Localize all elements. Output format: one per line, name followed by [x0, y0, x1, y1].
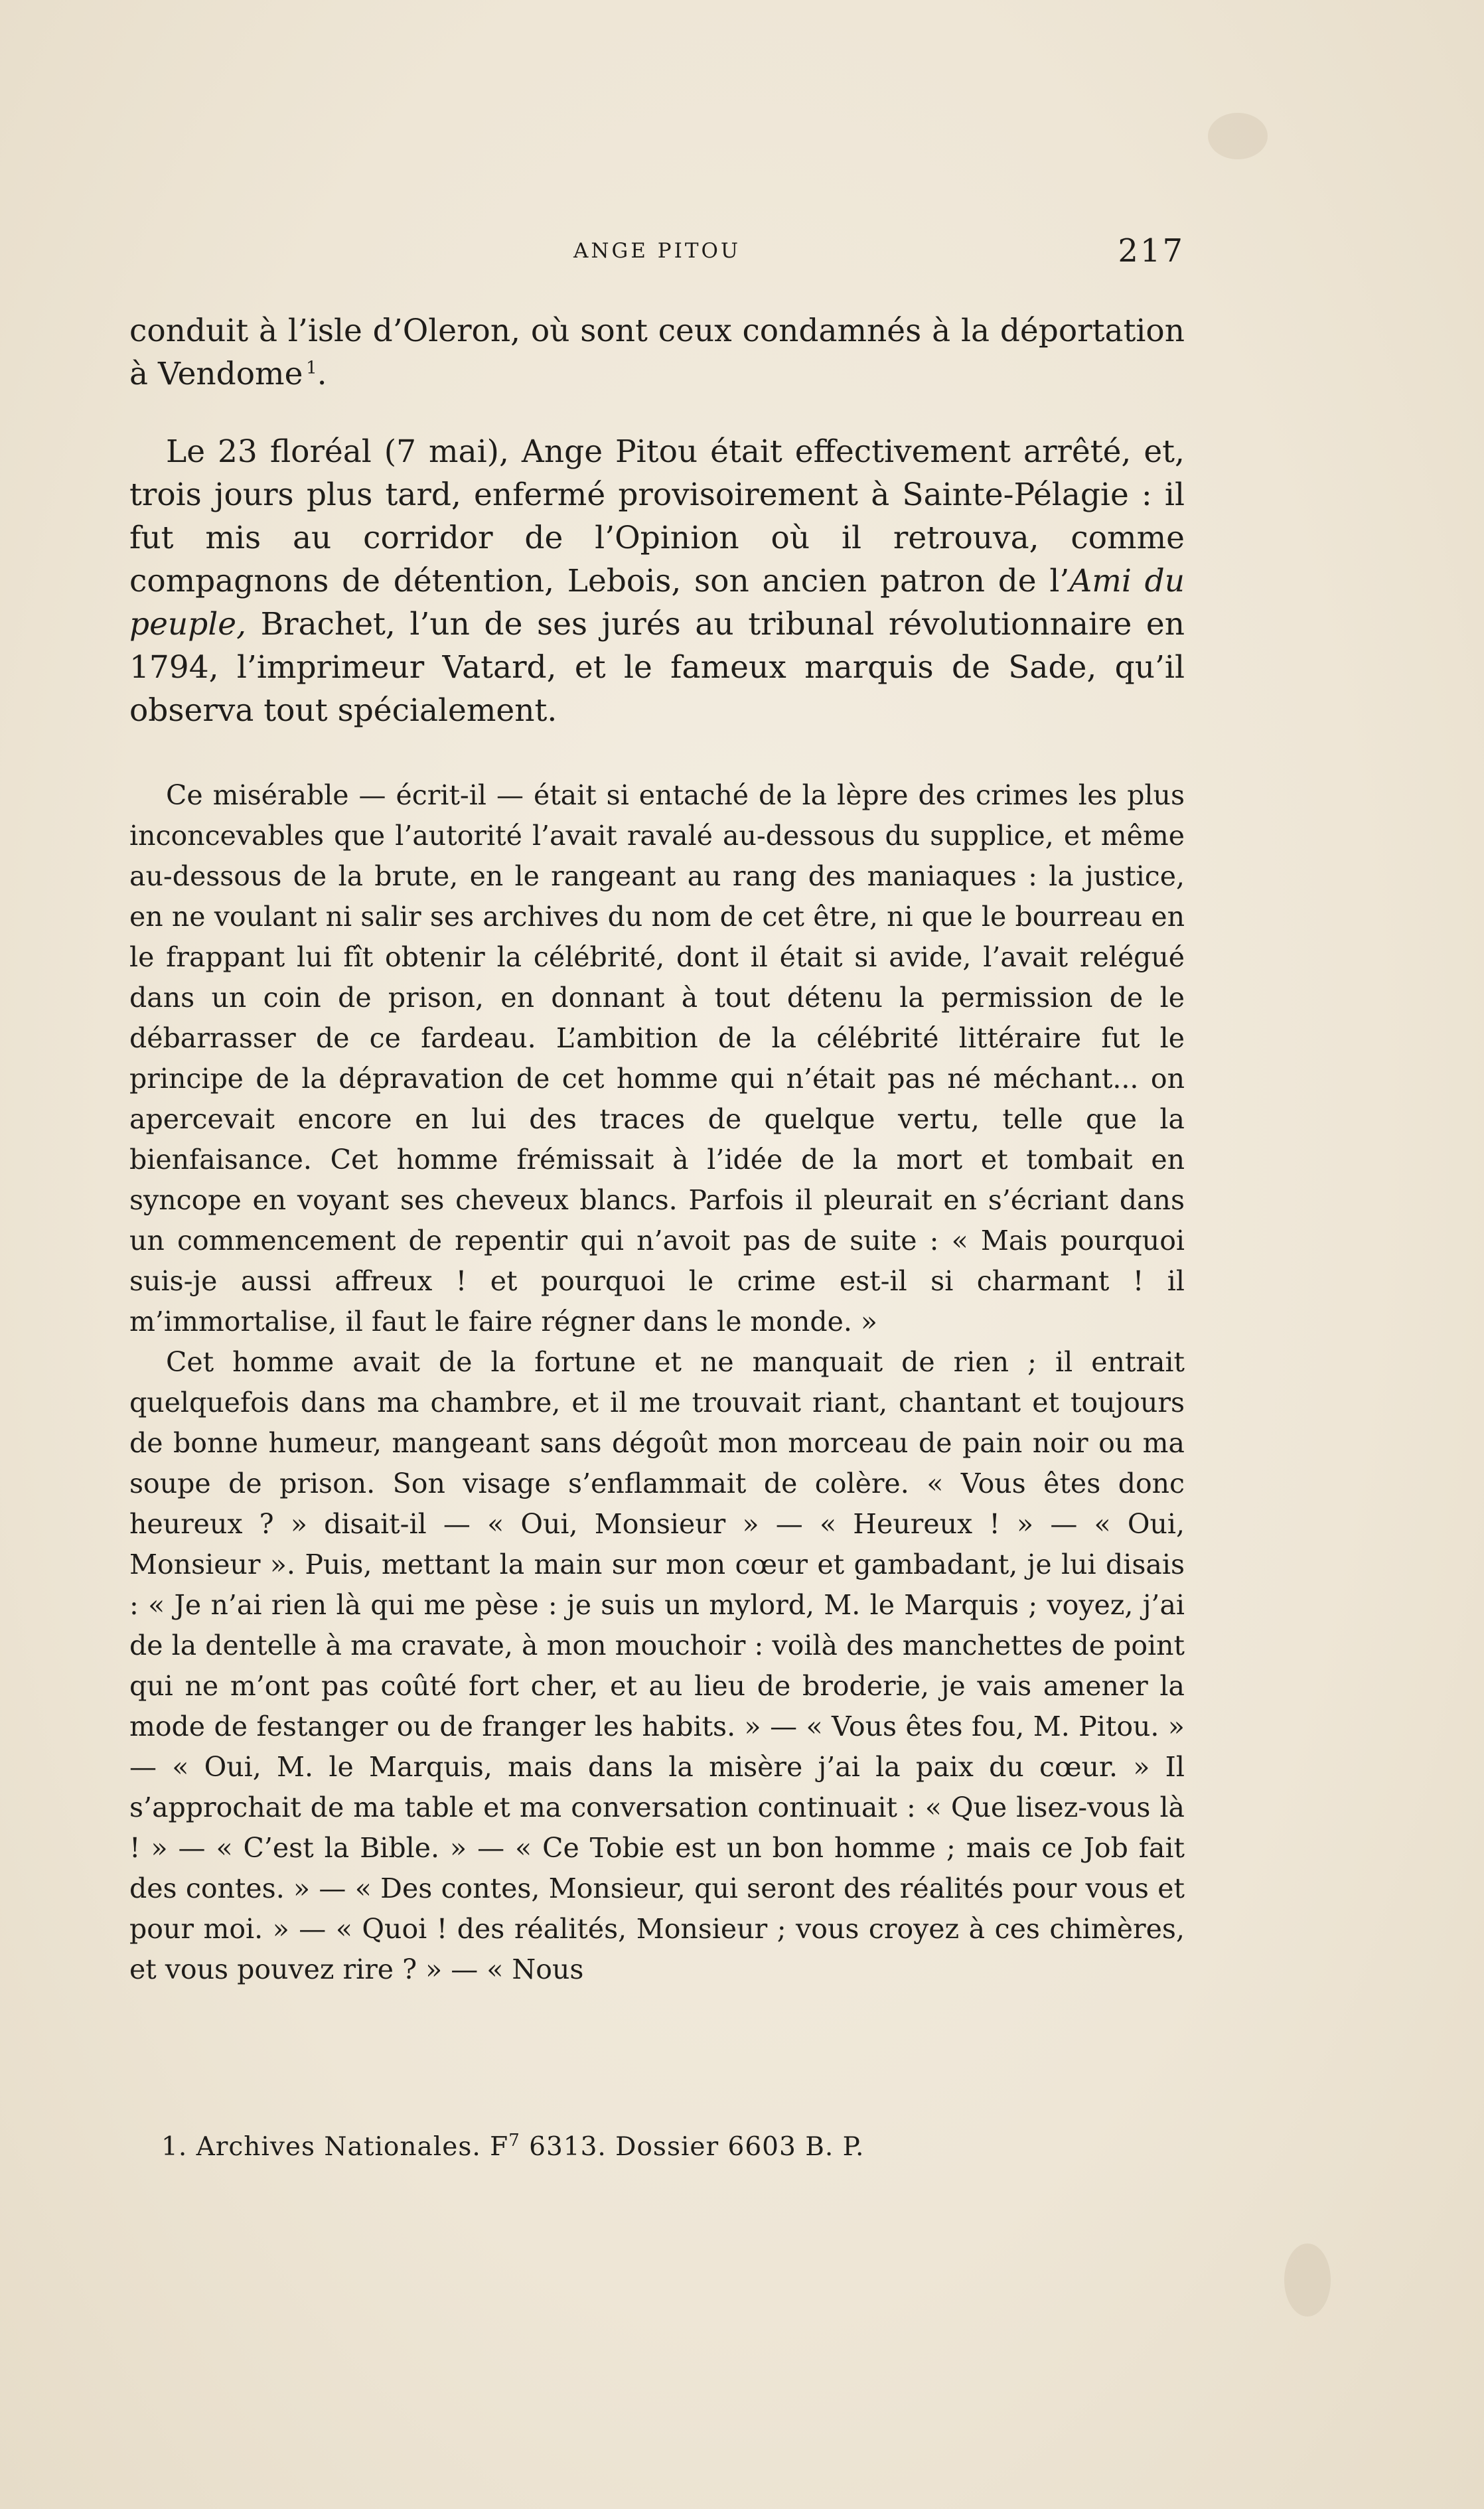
paper-stain — [1208, 113, 1268, 159]
footnote-text-a: Archives Nationales. F — [196, 2132, 509, 2162]
main-paragraph — [129, 430, 1185, 732]
main-paragraph-part2: Brachet, l’un de ses jurés au tribunal révolutionnaire en 1794, l’imprimeur Vatard, et le fameux marquis de Sade, qu’il observa tout spécialement. — [129, 606, 1185, 729]
intro-paragraph — [129, 309, 1185, 396]
intro-sentence: conduit à l’isle d’Oleron, où sont ceux condamnés à la déportation à Vendome — [129, 313, 1185, 392]
running-title: ANGE PITOU — [573, 239, 741, 263]
newspaper-title: Ami du peuple, — [129, 563, 1185, 643]
intro-end: . — [317, 356, 327, 392]
main-paragraph-part1: Le 23 floréal (7 mai), Ange Pitou était effectivement arrêté, et, trois jours plus tard, enfermé provisoirement à Sainte-Pélagie : il fut mis au corridor de l’Opinion où il retrouva, comme compagnons de détention, Lebois, son ancien patron de l’ — [129, 433, 1185, 599]
quotation-paragraph-1: Ce misérable — écrit-il — était si entaché de la lèpre des crimes les plus inconcevables que l’autorité l’avait ravalé au-dessous du supplice, et même au-dessous de la brute, en le rangeant au rang des maniaques : la justice, en ne voulant ni salir ses archives du nom de cet être, ni que le bourreau en le frappant lui fît obtenir la célébrité, dont il était si avide, l’avait relégué dans un coin de prison, en donnant à tout détenu la permission de le débarrasser de ce fardeau. L’ambition de la célébrité littéraire fut le principe de la dépravation de cet homme qui n’était pas né méchant... on apercevait encore en lui des traces de quelque vertu, telle que la bienfaisance. Cet homme frémissait à l’idée de la mort et tombait en syncope en voyant ses cheveux blancs. Parfois il pleurait en s’écriant dans un commencement de repentir qui n’avoit pas de suite : « Mais pourquoi suis-je aussi affreux ! et pourquoi le crime est-il si charmant ! il m’immortalise, il faut le faire régner dans le monde. » — [129, 779, 1185, 1337]
paper-stain — [1284, 2243, 1331, 2317]
footnote-text-b: 6313. Dossier 6603 B. P. — [520, 2132, 865, 2162]
footnote-reference: 1 — [306, 358, 317, 378]
quotation-paragraph-2: Cet homme avait de la fortune et ne manquait de rien ; il entrait quelquefois dans ma chambre, et il me trouvait riant, chantant et toujours de bonne humeur, mangeant sans dégoût mon morceau de pain noir ou ma soupe de prison. Son visage s’enflammait de colère. « Vous êtes donc heureux ? » disait-il — « Oui, Monsieur » — « Heureux ! » — « Oui, Monsieur ». Puis, mettant la main sur mon cœur et gambadant, je lui disais : « Je n’ai rien là qui me pèse : je suis un mylord, M. le Marquis ; voyez, j’ai de la dentelle à ma cravate, à mon mouchoir : voilà des manchettes de point qui ne m’ont pas coûté fort cher, et au lieu de broderie, je vais amener la mode de festanger ou de franger les habits. » — « Vous êtes fou, M. Pitou. » — « Oui, M. le Marquis, mais dans la misère j’ai la paix du cœur. » Il s’approchait de ma table et ma conversation continuait : « Que lisez-vous là ! » — « C’est la Bible. » — « Ce Tobie est un bon homme ; mais ce Job fait des contes. » — « Des contes, Monsieur, qui seront des réalités pour vous et pour moi. » — « Quoi ! des réalités, Monsieur ; vous croyez à ces chimères, et vous pouvez rire ? » — « Nous — [129, 1346, 1185, 1985]
page-header — [129, 232, 1185, 272]
footnote-number: 1. — [161, 2132, 188, 2162]
quotation-block — [129, 775, 1185, 1990]
intro-text — [129, 309, 1185, 396]
footnote-superscript: 7 — [508, 2131, 520, 2151]
page-number: 217 — [1118, 232, 1185, 269]
main-paragraph-text — [129, 430, 1185, 732]
footnote — [161, 2132, 864, 2162]
